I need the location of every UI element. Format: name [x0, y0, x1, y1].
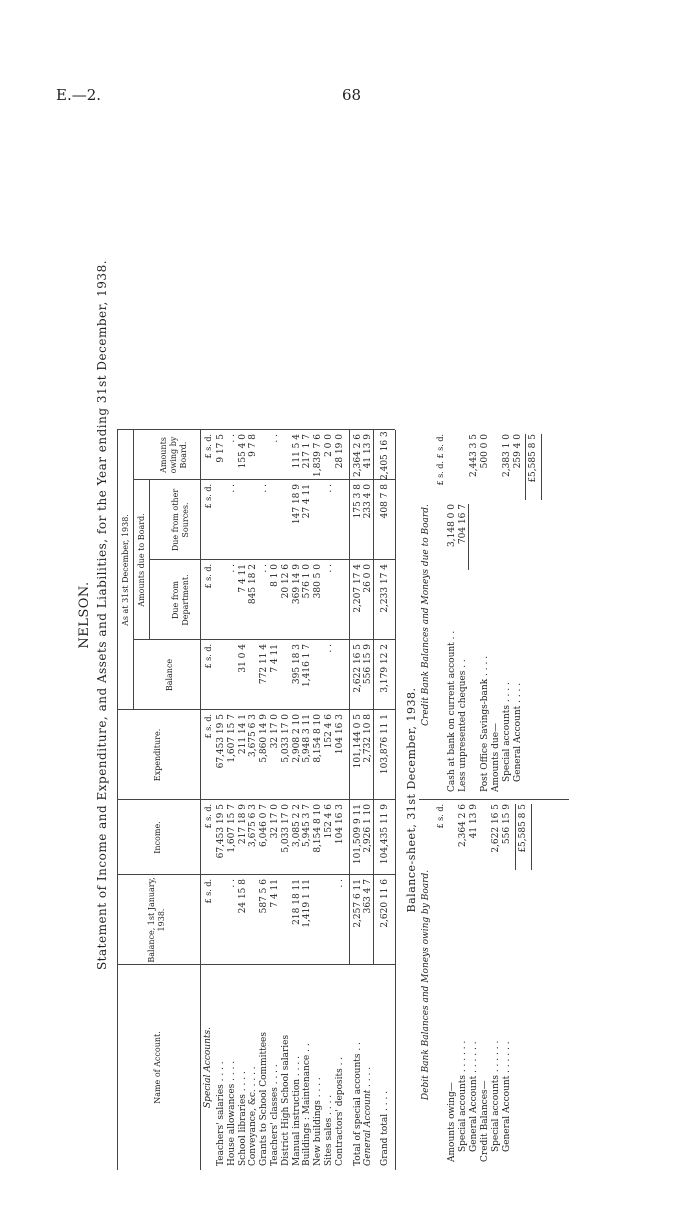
bs-right-label: Post Office Savings-bank . . . . [480, 655, 490, 792]
row-bal_jan: 7 4 11 [270, 879, 280, 908]
row-owing: 28 19 0 [334, 434, 345, 469]
general-account-row-dept: 26 0 0 [363, 564, 373, 593]
lsd-label: £ s. d. [204, 564, 213, 589]
row-income: 1,607 15 7 [226, 804, 237, 853]
row-income: 3,675 6 3 [248, 804, 259, 847]
row-expend: 2,908 2 10 [291, 714, 302, 763]
row-label: Contractors' deposits . . [334, 1056, 345, 1166]
row-expend: 211 14 1 [237, 714, 248, 755]
region-title: NELSON. [77, 581, 92, 649]
bs-left-label: Amounts owing— [447, 1082, 457, 1162]
balance-sheet-title: Balance-sheet, 31st December, 1938. [405, 687, 418, 913]
row-income: 152 4 6 [324, 804, 334, 839]
rule-top [117, 430, 118, 1170]
row-bal_jan: 1,419 1 11 [302, 879, 313, 928]
bs-right-value-b: 2,443 3 5 [469, 434, 479, 477]
bs-left-value: 2,364 2 6 [458, 804, 468, 847]
bs-right-label: Special accounts . . . . [502, 682, 512, 782]
row-balance: . . [324, 644, 334, 653]
row-label: Teachers' classes . . . . [270, 1064, 280, 1166]
col-header-income: Income. [153, 821, 162, 854]
lsd-label: £ s. d. [204, 434, 213, 459]
rule-bottom [395, 430, 396, 1170]
special-accounts-heading: Special Accounts. [203, 1027, 213, 1108]
statement-title: Statement of Income and Expenditure, and Assets and Liabilities, for the Year ending 31st December, 1938. [95, 259, 109, 971]
bs-divider [419, 799, 569, 800]
bs-right-value-b: 2,383 1 0 [502, 434, 512, 477]
bs-right-total-rule [525, 434, 526, 500]
row-other: 147 18 9 [291, 484, 302, 525]
row-bal_jan: . . [226, 879, 237, 888]
bs-right-total: £5,585 8 5 [528, 434, 538, 483]
col-header-balance-jan: Balance, 1st January, 1938. [147, 877, 166, 963]
bs-left-total: £5,585 8 5 [518, 804, 528, 853]
total-special-row-label: Total of special accounts . . [353, 1042, 363, 1166]
bs-left-label: Credit Balances— [480, 1080, 490, 1162]
row-owing: . . [270, 434, 280, 443]
bs-right-label: Cash at bank on current account . . [447, 630, 457, 792]
row-owing: 9 7 8 [248, 434, 259, 457]
total-special-row-income: 101,509 9 11 [353, 804, 363, 865]
general-account-row-income: 2,926 1 10 [363, 804, 373, 853]
bs-right-total-rule2 [541, 434, 542, 500]
bs-right-value-a: 3,148 0 0 [447, 504, 457, 547]
bs-left-label: Special accounts . . . . . . [458, 1040, 468, 1152]
row-label: New buildings . . . . [313, 1077, 324, 1166]
row-dept: 7 4 11 [237, 564, 248, 593]
col-header-due-dept: Due from Department. [171, 574, 190, 626]
row-owing: . . [226, 434, 237, 443]
row-bal_jan: 24 15 8 [237, 879, 248, 914]
rule-as-at [133, 430, 134, 710]
grand-total-row-income: 104,435 11 9 [380, 804, 390, 865]
general-account-row-label: General Account . . . . [363, 1066, 373, 1166]
bs-left-heading: Debit Bank Balances and Moneys owing by Board. [421, 869, 431, 1101]
row-expend: 32 17 0 [270, 714, 280, 749]
row-expend: 67,453 19 5 [216, 714, 226, 769]
row-income: 5,945 3 7 [302, 804, 313, 847]
row-balance: 7 4 11 [270, 644, 280, 673]
row-owing: 217 1 7 [302, 434, 313, 469]
row-balance: 1,416 1 7 [302, 644, 313, 687]
row-expend: 3,675 6 3 [248, 714, 259, 757]
col-header-amounts-due: Amounts due to Board. [137, 513, 146, 607]
row-label: House allowances . . . . [226, 1060, 237, 1166]
row-expend: 104 16 3 [334, 714, 345, 755]
row-income: 3,085 2 2 [291, 804, 302, 847]
lsd-label: £ s. d. [204, 804, 213, 829]
rule-amounts-due [149, 480, 150, 640]
row-expend: 5,948 3 11 [302, 714, 313, 763]
row-label: District High School salaries [280, 1034, 291, 1166]
row-other: . . [226, 484, 237, 493]
row-other: 27 4 11 [302, 484, 313, 519]
row-dept: 369 14 9 [291, 564, 302, 605]
row-income: 5,033 17 0 [280, 804, 291, 853]
total-special-row-owing: 2,364 2 6 [353, 434, 363, 477]
row-income: 67,453 19 5 [216, 804, 226, 859]
bs-left-label: Special accounts . . . . . . [491, 1040, 501, 1152]
row-dept: 380 5 0 [313, 564, 324, 599]
total-special-row-balance: 2,622 16 5 [353, 644, 363, 693]
row-owing: 1,839 7 6 [313, 434, 324, 477]
total-special-row-other: 175 3 8 [353, 484, 363, 519]
grand-total-row-expend: 103,876 11 1 [380, 714, 390, 775]
row-bal_jan: 218 18 11 [291, 879, 302, 925]
bs-left-value: 2,622 16 5 [491, 804, 501, 853]
bs-right-subtotal-rule [468, 504, 469, 570]
row-dept: 576 1 0 [302, 564, 313, 599]
total-special-row-expend: 101,144 0 5 [353, 714, 363, 769]
page-code: E.—2. [56, 86, 102, 104]
row-balance: 31 0 4 [237, 644, 248, 673]
bs-right-lsd: £ s. d. £ s. d. [436, 434, 445, 486]
row-expend: 152 4 6 [324, 714, 334, 749]
bs-left-value: 556 15 9 [502, 804, 512, 845]
bs-left-lsd: £ s. d. [436, 804, 445, 829]
bs-left-total-rule [515, 804, 516, 870]
row-dept: . . [226, 564, 237, 573]
row-income: 32 17 0 [270, 804, 280, 839]
row-owing: 155 4 0 [237, 434, 248, 469]
row-dept: 8 1 0 [270, 564, 280, 587]
total-special-row-bal_jan: 2,257 6 11 [353, 879, 363, 928]
general-account-row-other: 233 4 0 [363, 484, 373, 519]
row-label: Sites sales . . . . [324, 1094, 334, 1166]
row-expend: 5,860 14 9 [259, 714, 270, 763]
row-owing: 111 5 4 [291, 434, 302, 469]
lsd-label: £ s. d. [204, 714, 213, 739]
row-label: Grants to School Committees [259, 1032, 270, 1166]
bs-left-total-rule2 [531, 804, 532, 870]
bs-right-label: Less unpresented cheques . . [458, 659, 468, 792]
grand-total-row-balance: 3,179 12 2 [380, 644, 390, 693]
page-number: 68 [342, 86, 362, 104]
bs-left-value: 41 13 9 [469, 804, 479, 839]
bs-right-label: Amounts due— [491, 722, 501, 792]
bs-left-label: General Account . . . . . . [502, 1041, 512, 1152]
col-header-due-other: Due from other Sources. [171, 488, 190, 552]
total-special-row-dept: 2,207 17 4 [353, 564, 363, 613]
bs-right-value-b: 259 4 0 [513, 434, 523, 469]
row-balance: 772 11 4 [259, 644, 270, 685]
row-income: 8,154 8 10 [313, 804, 324, 853]
bs-right-label: General Account . . . . [513, 682, 523, 782]
row-income: 217 18 9 [237, 804, 248, 845]
lsd-label: £ s. d. [204, 879, 213, 904]
row-income: 6,046 0 7 [259, 804, 270, 847]
grand-total-row-label: Grand total . . . . [380, 1090, 390, 1166]
row-expend: 5,033 17 0 [280, 714, 291, 763]
rule-header-bottom [200, 430, 201, 1170]
general-account-row-expend: 2,732 10 8 [363, 714, 373, 763]
row-dept: . . [259, 564, 270, 573]
row-income: 104 16 3 [334, 804, 345, 845]
grand-total-row-owing: 2,405 16 3 [380, 431, 390, 480]
bs-right-value-b: 500 0 0 [480, 434, 490, 469]
rotated-statement [75, 60, 635, 1170]
bs-right-value-a: 704 16 7 [458, 504, 468, 545]
col-header-name: Name of Account. [153, 1031, 162, 1104]
row-bal_jan: 587 5 6 [259, 879, 270, 914]
col-header-balance: Balance [165, 658, 174, 692]
row-bal_jan: . . [334, 879, 345, 888]
row-dept: . . [324, 564, 334, 573]
row-owing: 9 17 5 [216, 434, 226, 463]
row-label: School libraries . . . . [237, 1071, 248, 1166]
row-other: . . [259, 484, 270, 493]
lsd-label: £ s. d. [204, 484, 213, 509]
rule-total-special [349, 430, 350, 965]
row-label: Teachers' salaries . . . . [216, 1061, 226, 1166]
row-other: . . [324, 484, 334, 493]
general-account-row-bal_jan: 363 4 7 [363, 879, 373, 914]
general-account-row-owing: 41 13 9 [363, 434, 373, 469]
col-header-as-at: As at 31st December, 1938. [121, 514, 130, 626]
general-account-row-balance: 556 15 9 [363, 644, 373, 685]
bs-right-heading: Credit Bank Balances and Moneys due to Board. [421, 504, 431, 726]
row-dept: 845 18 2 [248, 564, 259, 605]
grand-total-row-bal_jan: 2,620 11 6 [380, 879, 390, 928]
bs-left-label: General Account . . . . . . [469, 1041, 479, 1152]
row-label: Conveyance, &c. . . . . [248, 1066, 259, 1166]
grand-total-row-dept: 2,233 17 4 [380, 564, 390, 613]
row-expend: 8,154 8 10 [313, 714, 324, 763]
row-label: Buildings : Maintenance . . [302, 1043, 313, 1166]
lsd-label: £ s. d. [204, 644, 213, 669]
row-expend: 1,607 15 7 [226, 714, 237, 763]
col-header-expenditure: Expenditure. [153, 728, 162, 782]
row-dept: 20 12 6 [280, 564, 291, 599]
row-balance: 395 18 3 [291, 644, 302, 685]
row-label: Manual instruction . . . . [291, 1056, 302, 1166]
grand-total-row-other: 408 7 8 [380, 484, 390, 519]
row-owing: 2 0 0 [324, 434, 334, 457]
col-header-owing: Amounts owing by Board. [159, 436, 188, 474]
